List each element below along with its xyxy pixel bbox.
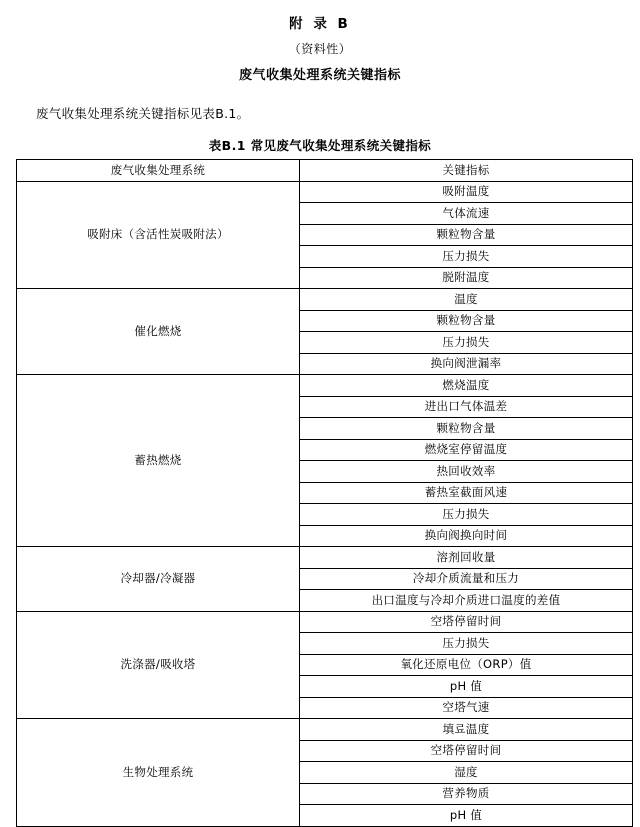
- column-header-system: 废气收集处理系统: [17, 160, 300, 182]
- table-row: [17, 611, 633, 633]
- system-name-cell: 催化燃烧: [17, 289, 300, 375]
- indicator-cell: pH 值: [300, 676, 633, 698]
- indicator-cell: 气体流速: [300, 203, 633, 225]
- table-row: [17, 181, 633, 203]
- indicator-cell: 出口温度与冷却介质进口温度的差值: [300, 590, 633, 612]
- table-row: [17, 289, 633, 311]
- indicator-cell: 压力损失: [300, 332, 633, 354]
- system-name-cell: 蓄热燃烧: [17, 375, 300, 547]
- indicator-cell: 换向阀换向时间: [300, 525, 633, 547]
- system-name-cell: 生物处理系统: [17, 719, 300, 827]
- indicator-cell: pH 值: [300, 805, 633, 827]
- column-header-indicator: 关键指标: [300, 160, 633, 182]
- appendix-heading: 废气收集处理系统关键指标: [238, 68, 401, 83]
- indicator-cell: 吸附温度: [300, 181, 633, 203]
- indicator-cell: 氧化还原电位（ORP）值: [300, 654, 633, 676]
- indicator-cell: 热回收效率: [300, 461, 633, 483]
- indicator-cell: 换向阀泄漏率: [300, 353, 633, 375]
- indicator-cell: 燃烧室停留温度: [300, 439, 633, 461]
- indicator-cell: 营养物质: [300, 783, 633, 805]
- key-indicators-table: [16, 159, 633, 827]
- indicator-cell: 脱附温度: [300, 267, 633, 289]
- indicator-cell: 空塔停留时间: [300, 611, 633, 633]
- indicator-cell: 温度: [300, 289, 633, 311]
- table-row: [17, 547, 633, 569]
- document-page: [0, 14, 640, 822]
- table-header-row: [17, 160, 633, 182]
- indicator-cell: 湿度: [300, 762, 633, 784]
- table-caption: 表B.1 常见废气收集处理系统关键指标: [208, 138, 432, 153]
- table-row: [17, 375, 633, 397]
- indicator-cell: 颗粒物含量: [300, 418, 633, 440]
- system-name-cell: 冷却器/冷凝器: [17, 547, 300, 612]
- indicator-cell: 压力损失: [300, 504, 633, 526]
- indicator-cell: 冷却介质流量和压力: [300, 568, 633, 590]
- appendix-title: 附 录 B: [289, 16, 351, 32]
- system-name-cell: 吸附床（含活性炭吸附法）: [17, 181, 300, 289]
- indicator-cell: 空塔气速: [300, 697, 633, 719]
- indicator-cell: 填료温度: [300, 719, 633, 741]
- indicator-cell: 压力损失: [300, 246, 633, 268]
- appendix-nature: （资料性）: [288, 42, 352, 56]
- indicator-cell: 空塔停留时间: [300, 740, 633, 762]
- indicator-cell: 颗粒物含量: [300, 224, 633, 246]
- body-paragraph: 废气收集处理系统关键指标见表B.1。: [36, 106, 250, 121]
- indicator-cell: 进出口气体温差: [300, 396, 633, 418]
- indicator-cell: 压力损失: [300, 633, 633, 655]
- indicator-cell: 蓄热室截面风速: [300, 482, 633, 504]
- indicator-cell: 溶剂回收量: [300, 547, 633, 569]
- system-name-cell: 洗涤器/吸收塔: [17, 611, 300, 719]
- indicator-cell: 颗粒物含量: [300, 310, 633, 332]
- indicator-cell: 燃烧温度: [300, 375, 633, 397]
- table-row: [17, 719, 633, 741]
